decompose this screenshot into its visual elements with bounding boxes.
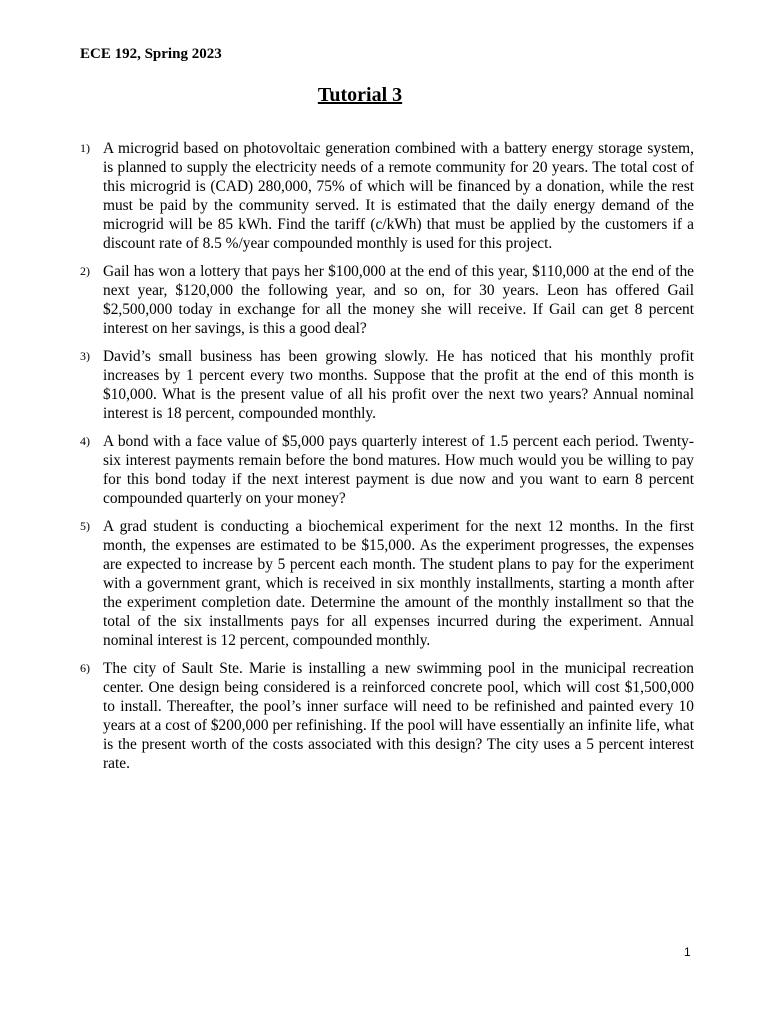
problem-number: 5) — [80, 519, 90, 533]
problem-item-2 — [80, 262, 694, 338]
problem-number: 6) — [80, 661, 90, 675]
problem-text: A microgrid based on photovoltaic generation combined with a battery energy storage system, is planned to supply the electricity needs of a remote community for 20 years. The total cost of this microgrid is (CAD) 280,000, 75% of which will be financed by a donation, while the rest must be paid by the community served. It is estimated that the daily energy demand of the microgrid will be 85 kWh. Find the tariff (c/kWh) that must be applied by the customers if a discount rate of 8.5 %/year compounded monthly is used for this project. — [103, 140, 694, 252]
problem-number: 1) — [80, 141, 90, 155]
problem-text: A grad student is conducting a biochemical experiment for the next 12 months. In the first month, the expenses are estimated to be $15,000. As the experiment progresses, the expenses are expected to increase by 5 percent each month. The student plans to pay for the experiment with a government grant, which is received in six monthly installments, starting a month after the experiment completion date. Determine the amount of the monthly installment so that the total of the six installments pays for all expenses incurred during the experiment. Annual nominal interest is 12 percent, compounded monthly. — [103, 518, 694, 649]
page-title: Tutorial 3 — [317, 84, 403, 106]
problem-item-1 — [80, 139, 694, 253]
problem-number: 4) — [80, 434, 90, 448]
problem-item-3 — [80, 347, 694, 423]
problem-list — [80, 139, 694, 782]
problem-number: 3) — [80, 349, 90, 363]
problem-text: Gail has won a lottery that pays her $100,000 at the end of this year, $110,000 at the end of the next year, $120,000 the following year, and so on, for 30 years. Leon has offered Gail $2,500,000 today in exchange for all the money she will receive. If Gail can get 8 percent interest on her savings, is this a good deal? — [103, 263, 694, 337]
problem-item-6 — [80, 659, 694, 773]
problem-number: 2) — [80, 264, 90, 278]
problem-item-5 — [80, 517, 694, 650]
course-header: ECE 192, Spring 2023 — [80, 46, 222, 62]
problem-text: A bond with a face value of $5,000 pays quarterly interest of 1.5 percent each period. Twenty-six interest payments remain before the bond matures. How much would you be willing to pay for this bond today if the next interest payment is due now and you want to earn 8 percent compounded quarterly on your money? — [103, 433, 694, 507]
problem-text: David’s small business has been growing slowly. He has noticed that his monthly profit increases by 1 percent every two months. Suppose that the profit at the end of this month is $10,000. What is the present value of all his profit over the next two years? Annual nominal interest is 18 percent, compounded monthly. — [103, 348, 694, 422]
problem-item-4 — [80, 432, 694, 508]
problem-text: The city of Sault Ste. Marie is installing a new swimming pool in the municipal recreation center. One design being considered is a reinforced concrete pool, which will cost $1,500,000 to install. Thereafter, the pool’s inner surface will need to be refinished and painted every 10 years at a cost of $200,000 per refinishing. If the pool will have essentially an infinite life, what is the present worth of the costs associated with this design? The city uses a 5 percent interest rate. — [103, 660, 694, 772]
page-number: 1 — [684, 945, 691, 959]
